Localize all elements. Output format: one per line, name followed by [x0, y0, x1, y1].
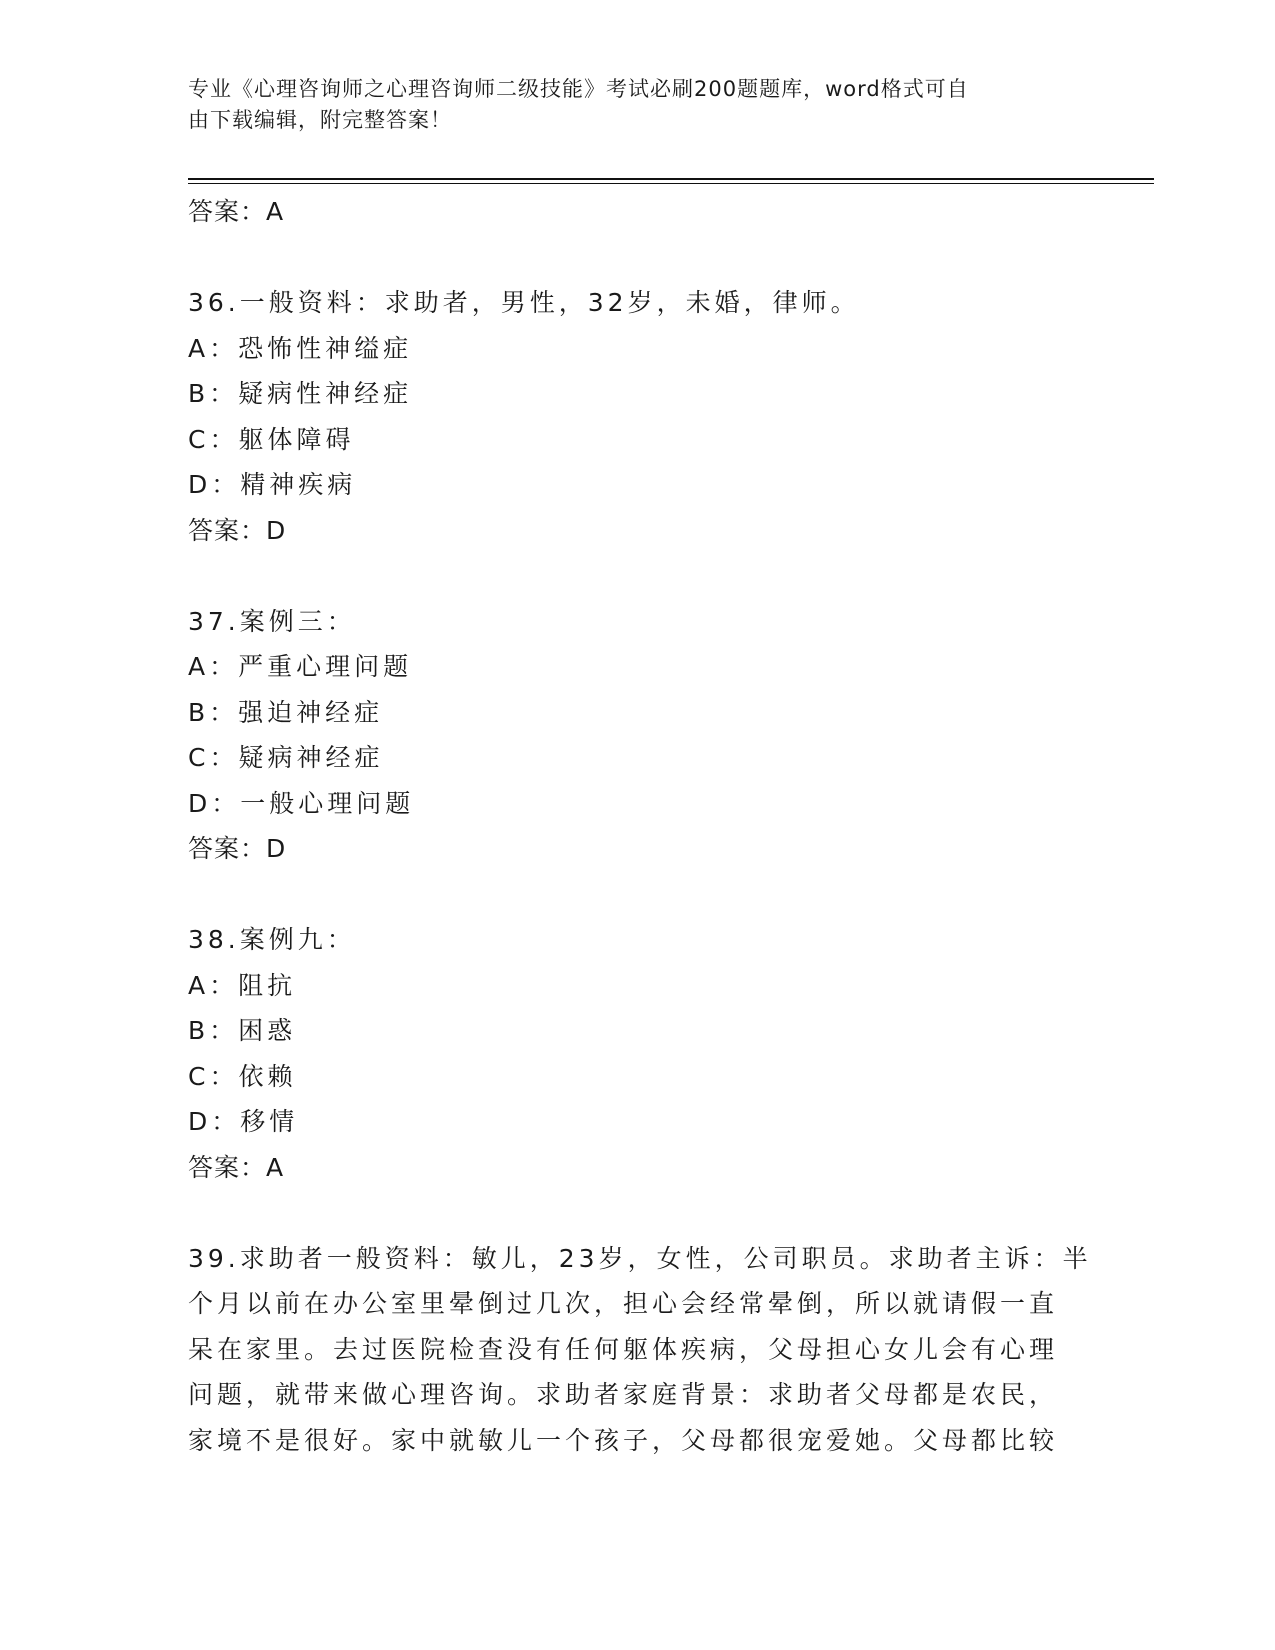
header-divider-thin [188, 183, 1154, 184]
question-38-option-a: A：阻抗 [188, 970, 297, 1000]
question-39-stem-line-1: 39.求助者一般资料：敏儿，23岁，女性，公司职员。求助者主诉：半 [188, 1243, 1092, 1273]
question-38-answer: 答案：A [188, 1152, 285, 1182]
question-38-option-b: B：困惑 [188, 1016, 297, 1045]
question-37-stem: 37.案例三： [188, 606, 356, 636]
question-39-stem-line-5: 家境不是很好。家中就敏儿一个孩子，父母都很宠爱她。父母都比较 [188, 1425, 1059, 1455]
question-37-option-d: D：一般心理问题 [188, 788, 415, 818]
spacer [188, 553, 1088, 599]
question-37-option-b: B：强迫神经症 [188, 697, 384, 727]
question-38 [188, 917, 1088, 1190]
question-37-answer: 答案：D [188, 834, 287, 863]
answer-35: 答案：A [188, 197, 285, 226]
question-37-option-a: A：严重心理问题 [188, 652, 413, 681]
question-39-stem-line-3: 呆在家里。去过医院检查没有任何躯体疾病，父母担心女儿会有心理 [188, 1334, 1059, 1364]
header-line-2: 由下载编辑，附完整答案！ [188, 108, 452, 132]
question-37-option-c: C：疑病神经症 [188, 743, 384, 772]
spacer [188, 235, 1088, 281]
question-36-answer: 答案：D [188, 515, 287, 545]
question-39-stem-line-2: 个月以前在办公室里晕倒过几次，担心会经常晕倒，所以就请假一直 [188, 1289, 1059, 1318]
question-39 [188, 1236, 1092, 1464]
question-36 [188, 280, 1088, 553]
question-38-stem: 38.案例九： [188, 925, 356, 954]
question-list [188, 189, 1092, 1463]
question-36-option-d: D：精神疾病 [188, 470, 357, 499]
spacer [188, 1190, 1088, 1236]
document-header [188, 74, 1068, 136]
spacer [188, 872, 1088, 918]
header-divider-thick [188, 178, 1154, 180]
header-line-1: 专业《心理咨询师之心理咨询师二级技能》考试必刷200题题库，word格式可自 [188, 77, 969, 101]
question-39-stem-line-4: 问题，就带来做心理咨询。求助者家庭背景：求助者父母都是农民， [188, 1380, 1059, 1409]
question-37 [188, 599, 1088, 872]
question-38-option-d: D：移情 [188, 1107, 299, 1136]
question-36-stem: 36.一般资料：求助者，男性，32岁，未婚，律师。 [188, 288, 860, 317]
question-38-option-c: C：依赖 [188, 1061, 297, 1091]
question-36-option-c: C：躯体障碍 [188, 424, 355, 454]
question-36-option-a: A：恐怖性神缢症 [188, 333, 413, 363]
question-36-option-b: B：疑病性神经症 [188, 379, 413, 408]
